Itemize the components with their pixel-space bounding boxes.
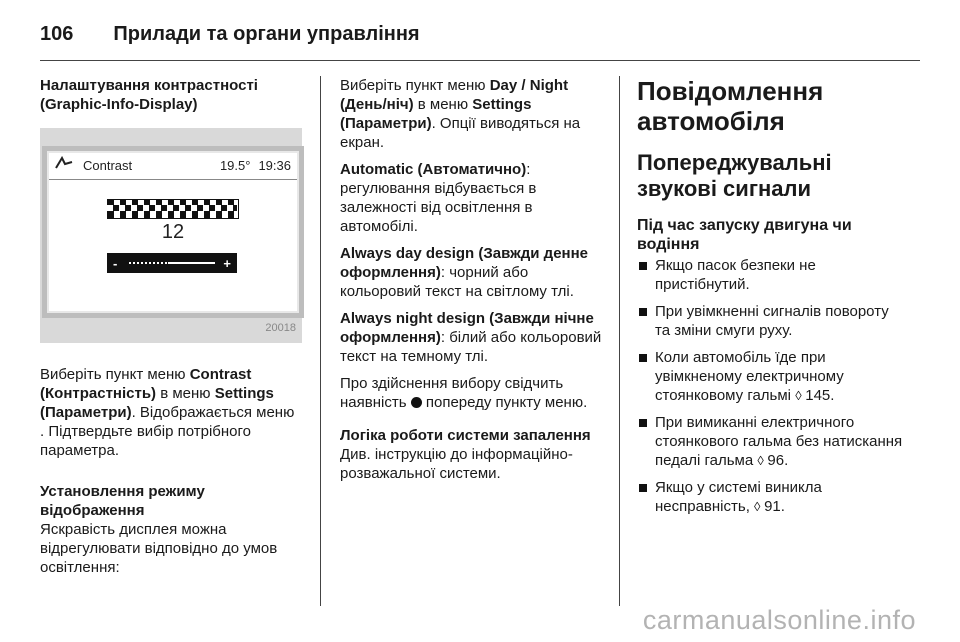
page-ref-icon: ◊ <box>795 388 806 403</box>
contrast-heading: Налаштування контрастності (Graphic-Info-Display) <box>40 77 258 113</box>
option-label: Always day design (Завжди денне оформлення) <box>340 245 589 281</box>
screen-title: Contrast <box>83 157 133 173</box>
list-item <box>637 413 907 470</box>
contrast-test-pattern-row <box>107 205 237 211</box>
contrast-value: 12 <box>161 221 185 243</box>
text: . Опції виводяться на екран. <box>340 115 581 151</box>
page-ref[interactable]: 96. <box>767 452 789 469</box>
subsection-title: Попереджувальні звукові сигнали <box>637 150 832 201</box>
option-automatic <box>340 160 605 236</box>
contrast-slider <box>107 253 237 273</box>
item-text: Якщо пасок безпеки не пристібнутий. <box>655 257 816 293</box>
bullet-icon <box>639 484 647 492</box>
screen-time: 19:36 <box>258 157 291 173</box>
text: в меню <box>156 385 215 402</box>
bullet-icon <box>639 354 647 362</box>
text: в меню <box>413 96 473 113</box>
menu-item-contrast: Contrast (Контрастність) <box>40 366 252 402</box>
menu-item-day-night: Day / Night (День/ніч) <box>340 77 569 113</box>
menu-settings: Settings (Параметри) <box>340 96 532 132</box>
display-figure <box>40 128 302 343</box>
text: Виберіть пункт меню <box>340 77 490 94</box>
bullet-icon <box>639 308 647 316</box>
page-ref-icon: ◊ <box>757 453 768 468</box>
page-header <box>40 14 420 54</box>
page-ref-icon: ◊ <box>754 499 765 514</box>
screen-header <box>49 153 297 177</box>
bullet-icon <box>639 262 647 270</box>
list-item <box>637 478 907 516</box>
option-night <box>340 309 605 366</box>
contrast-icon <box>55 156 73 175</box>
option-label: Automatic (Автоматично) <box>340 161 527 178</box>
column-1 <box>40 76 302 585</box>
ignition-logic-heading: Логіка роботи системи запалення <box>340 427 591 444</box>
screen-temperature: 19.5° <box>219 157 251 173</box>
column-2 <box>340 76 605 491</box>
page-number: 106 <box>40 22 74 45</box>
text: Про здійснення вибору свідчить наявність <box>340 375 564 411</box>
text: попереду пункту меню. <box>421 394 588 411</box>
section-title: Повідомлення автомобіля <box>637 76 824 136</box>
page-ref[interactable]: 91. <box>764 498 785 515</box>
option-text: : білий або кольоровий текст на темному тлі. <box>340 329 602 365</box>
menu-settings: Settings (Параметри) <box>40 385 274 421</box>
item-text: Якщо у системі виникла несправність, <box>655 479 822 515</box>
option-day <box>340 244 605 301</box>
watermark: carmanualsonline.info <box>642 605 916 635</box>
subsubsection-title: Під час запуску двигуна чи водіння <box>637 217 852 253</box>
item-text: При увімкненні сигналів повороту та зміни смуги руху. <box>655 303 889 339</box>
list-item <box>637 302 907 340</box>
figure-code: 20018 <box>265 322 296 334</box>
option-text: : чорний або кольоровий текст на світлому тлі. <box>340 264 574 300</box>
option-text: : регулювання відбувається в залежності від освітлення в автомобілі. <box>340 161 537 235</box>
column-3 <box>637 76 907 524</box>
display-screen <box>47 151 299 313</box>
list-item <box>637 256 907 294</box>
slider-fill <box>168 262 215 264</box>
bullet-icon <box>639 419 647 427</box>
header-divider <box>40 60 920 61</box>
day-night-instructions <box>340 76 605 152</box>
column-divider-2 <box>619 76 620 606</box>
text: . Відображається меню . Підтвердьте вибір потрібного параметра. <box>40 404 295 459</box>
item-text: Коли автомобіль їде при увімкненому електричному стоянковому гальмі <box>655 349 844 404</box>
display-mode-text: Яскравість дисплея можна відрегулювати відповідно до умов освітлення: <box>40 521 278 576</box>
slider-plus-icon: + <box>223 255 231 271</box>
slider-minus-icon: - <box>113 255 118 271</box>
contrast-instructions <box>40 365 302 460</box>
warning-list <box>637 256 907 516</box>
ignition-logic-text: Див. інструкцію до інформаційно-розважальної системи. <box>340 446 573 482</box>
selected-dot-icon <box>411 397 422 408</box>
display-mode-heading: Установлення режиму відображення <box>40 483 205 519</box>
selection-note <box>340 374 605 412</box>
list-item <box>637 348 907 405</box>
page-title: Прилади та органи управління <box>113 22 420 45</box>
option-label: Always night design (Завжди нічне оформлення) <box>340 310 594 346</box>
item-text: При вимиканні електричного стоянкового гальма без натискання педалі гальма <box>655 414 903 469</box>
screen-divider <box>49 179 297 180</box>
text: Виберіть пункт меню <box>40 366 190 383</box>
column-divider-1 <box>320 76 321 606</box>
page-ref[interactable]: 145. <box>805 387 835 404</box>
